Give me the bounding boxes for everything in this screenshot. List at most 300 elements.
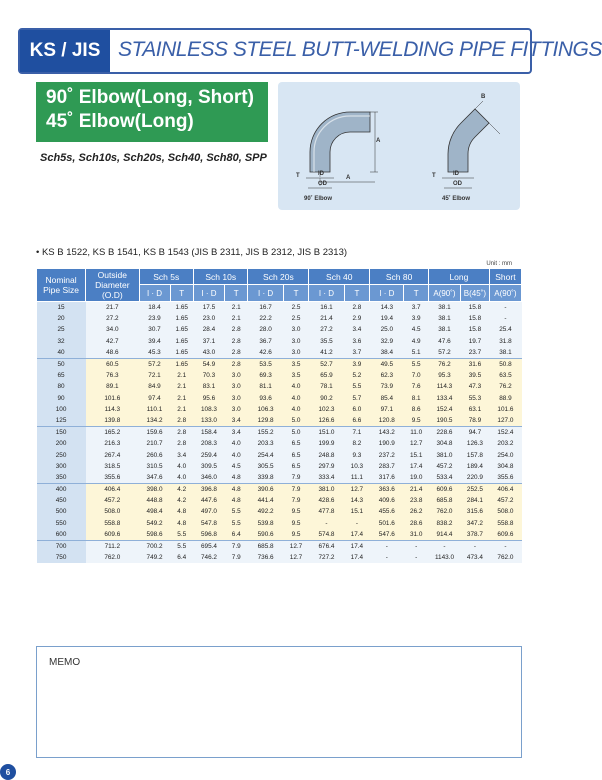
table-cell: 97.4	[139, 393, 170, 404]
table-cell: -	[309, 518, 344, 529]
table-cell: 15.8	[461, 324, 490, 335]
table-cell: 310.5	[139, 461, 170, 472]
header-subtitle: STAINLESS STEEL BUTT-WELDING PIPE FITTINGS	[118, 38, 602, 61]
table-cell: 2.9	[344, 313, 370, 324]
table-cell: 547.6	[370, 529, 404, 541]
table-cell: 762.0	[86, 552, 139, 563]
table-cell: 39.5	[461, 370, 490, 381]
table-cell: 477.8	[309, 506, 344, 517]
table-cell: 6.0	[344, 404, 370, 415]
table-cell: 70.3	[194, 370, 225, 381]
table-cell: 3.4	[344, 324, 370, 335]
table-cell: 9.5	[404, 415, 429, 427]
table-cell: -	[489, 313, 521, 324]
table-cell: -	[489, 302, 521, 314]
table-cell: 533.4	[428, 472, 460, 484]
table-cell: 1.65	[170, 347, 194, 359]
table-cell: 6.5	[283, 461, 309, 472]
table-cell: 283.7	[370, 461, 404, 472]
table-cell: 398.0	[139, 484, 170, 496]
table-row	[37, 404, 522, 415]
sub-id: I · D	[139, 285, 170, 302]
table-cell: 9.5	[283, 518, 309, 529]
table-cell: 3.0	[283, 347, 309, 359]
table-cell: 1.65	[170, 313, 194, 324]
table-cell: 4.2	[170, 484, 194, 496]
table-cell: 43.0	[194, 347, 225, 359]
table-cell: 363.6	[370, 484, 404, 496]
table-cell: 406.4	[489, 484, 521, 496]
table-cell: 53.5	[248, 358, 283, 370]
table-cell: 609.6	[489, 529, 521, 541]
table-cell: 21.4	[404, 484, 429, 496]
table-cell: 547.8	[194, 518, 225, 529]
table-cell: 158.4	[194, 427, 225, 439]
table-cell: 120.8	[370, 415, 404, 427]
table-cell: 190.9	[370, 438, 404, 449]
table-row	[37, 495, 522, 506]
header-sch20s: Sch 20s	[248, 269, 309, 285]
table-cell: 762.0	[489, 552, 521, 563]
nominal-size-cell: 150	[37, 427, 86, 439]
table-cell: 2.8	[170, 415, 194, 427]
table-cell: 762.0	[428, 506, 460, 517]
table-cell: 97.1	[370, 404, 404, 415]
table-cell: 16.1	[309, 302, 344, 314]
table-cell: 133.4	[428, 393, 460, 404]
table-cell: 21.7	[86, 302, 139, 314]
table-cell: 237.2	[370, 449, 404, 460]
table-cell: 4.0	[283, 393, 309, 404]
table-cell: 110.1	[139, 404, 170, 415]
table-cell: 457.2	[86, 495, 139, 506]
sub-a90-short: A(90˚)	[489, 285, 521, 302]
sub-a90-long: A(90˚)	[428, 285, 460, 302]
table-cell: 304.8	[489, 461, 521, 472]
table-cell: 838.2	[428, 518, 460, 529]
table-cell: 17.4	[344, 552, 370, 563]
table-cell: 8.6	[404, 404, 429, 415]
table-cell: 35.5	[309, 336, 344, 347]
table-cell: 3.7	[404, 302, 429, 314]
brand-label: KS / JIS	[20, 30, 110, 72]
table-cell: 2.1	[170, 404, 194, 415]
nominal-size-cell: 300	[37, 461, 86, 472]
table-cell: 558.8	[489, 518, 521, 529]
table-cell: 45.3	[139, 347, 170, 359]
table-cell: 52.7	[309, 358, 344, 370]
table-cell: 2.8	[170, 438, 194, 449]
table-cell: 21.4	[309, 313, 344, 324]
table-cell: 210.7	[139, 438, 170, 449]
table-cell: 3.4	[224, 415, 248, 427]
table-cell: 497.0	[194, 506, 225, 517]
table-cell: 72.1	[139, 370, 170, 381]
table-cell: 23.7	[461, 347, 490, 359]
table-cell: 12.7	[283, 540, 309, 552]
table-cell: 76.3	[86, 370, 139, 381]
table-cell: 2.1	[170, 381, 194, 392]
table-cell: 39.4	[139, 336, 170, 347]
table-cell: 106.3	[248, 404, 283, 415]
sub-t: T	[283, 285, 309, 302]
table-cell: 473.4	[461, 552, 490, 563]
table-cell: 4.0	[224, 449, 248, 460]
table-cell: 355.6	[86, 472, 139, 484]
table-body	[37, 302, 522, 564]
nominal-size-cell: 25	[37, 324, 86, 335]
table-cell: 448.8	[139, 495, 170, 506]
table-cell: 355.6	[489, 472, 521, 484]
table-cell: 3.9	[344, 358, 370, 370]
table-cell: 685.8	[248, 540, 283, 552]
table-row	[37, 484, 522, 496]
table-cell: 127.0	[489, 415, 521, 427]
table-cell: 16.7	[248, 302, 283, 314]
table-cell: 309.5	[194, 461, 225, 472]
table-row	[37, 313, 522, 324]
table-cell: 9.5	[283, 529, 309, 541]
table-cell: 15.1	[404, 449, 429, 460]
table-cell: 428.6	[309, 495, 344, 506]
nominal-size-cell: 50	[37, 358, 86, 370]
table-cell: 305.5	[248, 461, 283, 472]
table-cell: 30.7	[139, 324, 170, 335]
table-row	[37, 393, 522, 404]
table-cell: 498.4	[139, 506, 170, 517]
table-cell: 304.8	[428, 438, 460, 449]
table-cell: 685.8	[428, 495, 460, 506]
table-cell: 152.4	[489, 427, 521, 439]
table-cell: 220.9	[461, 472, 490, 484]
table-cell: 28.0	[248, 324, 283, 335]
table-cell: 4.5	[224, 461, 248, 472]
table-cell: 378.7	[461, 529, 490, 541]
dimension-table	[36, 268, 522, 563]
caption-90-elbow: 90˚ Elbow	[304, 196, 333, 202]
table-cell: 4.0	[170, 461, 194, 472]
table-cell: 3.0	[283, 336, 309, 347]
table-cell: 259.4	[194, 449, 225, 460]
table-cell: -	[428, 540, 460, 552]
table-cell: 54.9	[194, 358, 225, 370]
table-cell: 49.5	[370, 358, 404, 370]
table-cell: 711.2	[86, 540, 139, 552]
table-cell: 15.8	[461, 313, 490, 324]
label-a-90: A	[376, 138, 381, 144]
header-sch80: Sch 80	[370, 269, 429, 285]
table-cell: 22.2	[248, 313, 283, 324]
table-cell: 4.5	[404, 324, 429, 335]
table-cell: 37.1	[194, 336, 225, 347]
table-cell: -	[489, 540, 521, 552]
table-cell: 2.8	[224, 358, 248, 370]
table-cell: 108.3	[194, 404, 225, 415]
table-row	[37, 370, 522, 381]
table-cell: 155.2	[248, 427, 283, 439]
table-cell: 27.2	[86, 313, 139, 324]
sub-id: I · D	[309, 285, 344, 302]
table-cell: 457.2	[489, 495, 521, 506]
table-cell: 7.9	[283, 484, 309, 496]
table-cell: 3.7	[344, 347, 370, 359]
table-cell: 126.3	[461, 438, 490, 449]
table-cell: 94.7	[461, 427, 490, 439]
table-row	[37, 529, 522, 541]
table-row	[37, 552, 522, 563]
table-cell: 101.6	[86, 393, 139, 404]
memo-box	[36, 646, 522, 758]
table-cell: 5.5	[224, 518, 248, 529]
table-cell: 252.5	[461, 484, 490, 496]
table-cell: 5.5	[224, 506, 248, 517]
table-cell: 7.1	[344, 427, 370, 439]
table-cell: 4.9	[404, 336, 429, 347]
table-cell: 19.0	[404, 472, 429, 484]
table-cell: 4.0	[224, 438, 248, 449]
page-number: 6	[0, 764, 16, 780]
table-cell: 598.6	[139, 529, 170, 541]
table-cell: 6.4	[224, 529, 248, 541]
table-cell: 381.0	[428, 449, 460, 460]
table-cell: 190.5	[428, 415, 460, 427]
label-id-90: ID	[318, 171, 324, 177]
label-a2-90: A	[346, 175, 351, 181]
table-cell: 749.2	[139, 552, 170, 563]
table-cell: 93.6	[248, 393, 283, 404]
table-cell: 409.6	[370, 495, 404, 506]
table-row	[37, 506, 522, 517]
table-cell: 27.2	[309, 324, 344, 335]
table-cell: 4.8	[170, 518, 194, 529]
table-cell: 457.2	[428, 461, 460, 472]
table-cell: 1.65	[170, 336, 194, 347]
table-cell: -	[370, 552, 404, 563]
header-short: Short	[489, 269, 521, 285]
header-sch10s: Sch 10s	[194, 269, 248, 285]
table-cell: 381.0	[309, 484, 344, 496]
table-row	[37, 347, 522, 359]
sub-id: I · D	[194, 285, 225, 302]
table-row	[37, 427, 522, 439]
table-cell: 5.0	[283, 415, 309, 427]
elbow-drawings	[278, 82, 520, 210]
unit-label: Unit : mm	[486, 261, 512, 267]
table-cell: 539.8	[248, 518, 283, 529]
sub-t: T	[170, 285, 194, 302]
table-cell: 318.5	[86, 461, 139, 472]
schedule-list: Sch5s, Sch10s, Sch20s, Sch40, Sch80, SPP	[40, 152, 267, 164]
table-cell: 6.6	[344, 415, 370, 427]
table-cell: 23.8	[404, 495, 429, 506]
label-t-90: T	[296, 173, 300, 179]
table-cell: 297.9	[309, 461, 344, 472]
table-cell: 17.4	[344, 540, 370, 552]
table-cell: 228.6	[428, 427, 460, 439]
table-cell: 85.4	[370, 393, 404, 404]
table-cell: 134.2	[139, 415, 170, 427]
table-cell: 28.6	[404, 518, 429, 529]
table-cell: 81.1	[248, 381, 283, 392]
table-cell: 736.6	[248, 552, 283, 563]
nominal-size-cell: 400	[37, 484, 86, 496]
table-cell: 114.3	[428, 381, 460, 392]
table-cell: 60.5	[86, 358, 139, 370]
table-row	[37, 461, 522, 472]
elbow-drawing-svg	[278, 82, 520, 210]
table-cell: 9.3	[344, 449, 370, 460]
table-row	[37, 381, 522, 392]
table-cell: 62.3	[370, 370, 404, 381]
table-cell: 248.8	[309, 449, 344, 460]
table-cell: 152.4	[428, 404, 460, 415]
table-cell: 63.1	[461, 404, 490, 415]
table-cell: 25.0	[370, 324, 404, 335]
table-cell: 315.6	[461, 506, 490, 517]
table-cell: 15.1	[344, 506, 370, 517]
table-cell: 2.1	[170, 370, 194, 381]
table-cell: 6.5	[283, 449, 309, 460]
sub-t: T	[404, 285, 429, 302]
header-long: Long	[428, 269, 489, 285]
table-cell: 6.5	[283, 438, 309, 449]
nominal-size-cell: 65	[37, 370, 86, 381]
table-cell: 3.0	[283, 324, 309, 335]
table-cell: 254.4	[248, 449, 283, 460]
table-cell: 1.65	[170, 358, 194, 370]
table-cell: 333.4	[309, 472, 344, 484]
nominal-size-cell: 500	[37, 506, 86, 517]
sub-b45-long: B(45˚)	[461, 285, 490, 302]
table-row	[37, 438, 522, 449]
table-cell: 11.0	[404, 427, 429, 439]
standards-line: • KS B 1522, KS B 1541, KS B 1543 (JIS B 2311, JIS B 2312, JIS B 2313)	[36, 247, 348, 258]
table-cell: 28.4	[194, 324, 225, 335]
table-cell: 2.8	[224, 347, 248, 359]
table-cell: 151.0	[309, 427, 344, 439]
table-cell: 57.2	[428, 347, 460, 359]
table-cell: 143.2	[370, 427, 404, 439]
table-cell: 5.0	[283, 427, 309, 439]
table-cell: 700.2	[139, 540, 170, 552]
table-cell: 89.1	[86, 381, 139, 392]
table-cell: 5.2	[344, 370, 370, 381]
table-cell: 7.9	[224, 552, 248, 563]
header-sch40: Sch 40	[309, 269, 370, 285]
table-cell: 208.3	[194, 438, 225, 449]
table-cell: 260.6	[139, 449, 170, 460]
table-row	[37, 302, 522, 314]
table-cell: 5.5	[404, 358, 429, 370]
table-cell: 139.8	[86, 415, 139, 427]
header-outside-diameter: Outside Diameter (O.D)	[86, 269, 139, 302]
table-cell: 5.7	[344, 393, 370, 404]
table-cell: 78.1	[309, 381, 344, 392]
table-cell: 65.9	[309, 370, 344, 381]
table-cell: 38.1	[428, 313, 460, 324]
label-od-90: OD	[318, 181, 327, 187]
table-cell: 102.3	[309, 404, 344, 415]
table-cell: 78.9	[461, 415, 490, 427]
table-cell: 406.4	[86, 484, 139, 496]
table-cell: 7.6	[404, 381, 429, 392]
table-cell: 508.0	[489, 506, 521, 517]
table-cell: 676.4	[309, 540, 344, 552]
table-cell: 3.4	[224, 427, 248, 439]
table-cell: 95.6	[194, 393, 225, 404]
nominal-size-cell: 200	[37, 438, 86, 449]
table-cell: 17.4	[404, 461, 429, 472]
table-row	[37, 518, 522, 529]
table-cell: 19.7	[461, 336, 490, 347]
table-cell: 347.6	[139, 472, 170, 484]
table-cell: 42.7	[86, 336, 139, 347]
table-cell: 38.1	[489, 347, 521, 359]
table-cell: 1.65	[170, 324, 194, 335]
table-cell: 8.1	[404, 393, 429, 404]
label-od-45: OD	[453, 181, 462, 187]
sub-t: T	[224, 285, 248, 302]
nominal-size-cell: 250	[37, 449, 86, 460]
table-row	[37, 358, 522, 370]
table-cell: 1.65	[170, 302, 194, 314]
table-cell: 2.8	[344, 302, 370, 314]
table-cell: 36.7	[248, 336, 283, 347]
table-cell: 9.5	[283, 506, 309, 517]
table-cell: 32.9	[370, 336, 404, 347]
table-cell: 3.0	[224, 381, 248, 392]
table-cell: 73.9	[370, 381, 404, 392]
table-row	[37, 336, 522, 347]
table-cell: 14.3	[344, 495, 370, 506]
table-cell: 1143.0	[428, 552, 460, 563]
nominal-size-cell: 750	[37, 552, 86, 563]
table-cell: 189.4	[461, 461, 490, 472]
table-cell: 88.9	[489, 393, 521, 404]
table-cell: 5.5	[344, 381, 370, 392]
nominal-size-cell: 80	[37, 381, 86, 392]
table-cell: 6.4	[170, 552, 194, 563]
sub-id: I · D	[248, 285, 283, 302]
table-cell: 15.8	[461, 302, 490, 314]
table-cell: 7.0	[404, 370, 429, 381]
table-cell: 3.6	[344, 336, 370, 347]
table-cell: 31.0	[404, 529, 429, 541]
table-cell: -	[461, 540, 490, 552]
table-cell: 2.1	[170, 393, 194, 404]
table-cell: 3.5	[283, 358, 309, 370]
table-cell: 390.6	[248, 484, 283, 496]
table-cell: 95.3	[428, 370, 460, 381]
table-cell: 23.0	[194, 313, 225, 324]
table-cell: 12.7	[344, 484, 370, 496]
table-cell: 47.6	[428, 336, 460, 347]
table-row	[37, 449, 522, 460]
table-cell: 38.1	[428, 324, 460, 335]
table-cell: 18.4	[139, 302, 170, 314]
table-cell: 596.8	[194, 529, 225, 541]
table-cell: 347.2	[461, 518, 490, 529]
nominal-size-cell: 550	[37, 518, 86, 529]
table-cell: 590.6	[248, 529, 283, 541]
table-cell: 339.8	[248, 472, 283, 484]
memo-label: MEMO	[49, 657, 81, 668]
table-cell: 558.8	[86, 518, 139, 529]
table-cell: 501.6	[370, 518, 404, 529]
table-cell: 4.8	[224, 484, 248, 496]
header-banner	[18, 28, 602, 74]
table-cell: 48.6	[86, 347, 139, 359]
